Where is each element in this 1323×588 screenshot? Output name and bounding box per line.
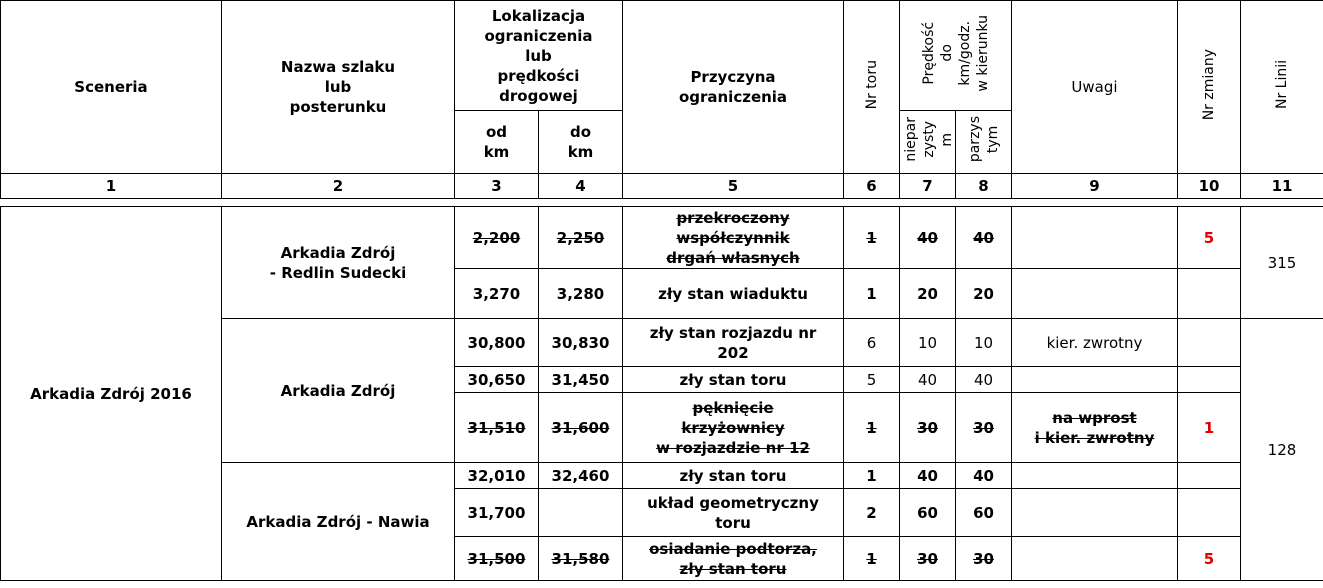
header-from-km: od km — [455, 111, 539, 174]
speed-even: 40 — [956, 207, 1012, 269]
header-even: parzys tym — [956, 111, 1012, 174]
notes — [1012, 207, 1178, 269]
col-number: 6 — [844, 174, 900, 199]
header-speed: Prędkość do km/godz. w kierunku — [900, 1, 1012, 111]
from-km: 30,800 — [455, 319, 539, 367]
header-odd: niepar zysty m — [900, 111, 956, 174]
change-no — [1178, 489, 1241, 537]
reason: zły stan wiaduktu — [623, 269, 844, 319]
route-name: Arkadia Zdrój — [222, 319, 455, 463]
notes — [1012, 489, 1178, 537]
track-no: 5 — [844, 367, 900, 393]
scenery-cell: Arkadia Zdrój 2016 — [1, 207, 222, 581]
col-number: 9 — [1012, 174, 1178, 199]
to-km: 2,250 — [539, 207, 623, 269]
to-km: 3,280 — [539, 269, 623, 319]
col-number: 7 — [900, 174, 956, 199]
notes: kier. zwrotny — [1012, 319, 1178, 367]
reason: pęknięcie krzyżownicy w rozjazdzie nr 12 — [623, 393, 844, 463]
to-km: 31,580 — [539, 537, 623, 581]
speed-odd: 30 — [900, 393, 956, 463]
speed-even: 20 — [956, 269, 1012, 319]
change-no — [1178, 463, 1241, 489]
col-number: 10 — [1178, 174, 1241, 199]
from-km: 31,700 — [455, 489, 539, 537]
route-name: Arkadia Zdrój - Redlin Sudecki — [222, 207, 455, 319]
change-no: 1 — [1178, 393, 1241, 463]
header-line-no: Nr Linii — [1241, 1, 1323, 174]
speed-even: 10 — [956, 319, 1012, 367]
from-km: 31,510 — [455, 393, 539, 463]
header-track-no: Nr toru — [844, 1, 900, 174]
track-no: 1 — [844, 537, 900, 581]
speed-odd: 60 — [900, 489, 956, 537]
col-number: 4 — [539, 174, 623, 199]
speed-odd: 40 — [900, 207, 956, 269]
reason: zły stan toru — [623, 463, 844, 489]
col-number: 11 — [1241, 174, 1323, 199]
track-no: 6 — [844, 319, 900, 367]
speed-odd: 40 — [900, 463, 956, 489]
notes — [1012, 463, 1178, 489]
reason: zły stan toru — [623, 367, 844, 393]
line-no: 315 — [1241, 207, 1323, 319]
restrictions-table — [0, 206, 1323, 581]
route-name: Arkadia Zdrój - Nawia — [222, 463, 455, 581]
change-no: 5 — [1178, 537, 1241, 581]
notes — [1012, 537, 1178, 581]
speed-odd: 20 — [900, 269, 956, 319]
track-no: 1 — [844, 269, 900, 319]
from-km: 31,500 — [455, 537, 539, 581]
from-km: 30,650 — [455, 367, 539, 393]
header-reason: Przyczyna ograniczenia — [623, 1, 844, 174]
track-no: 2 — [844, 489, 900, 537]
col-number: 2 — [222, 174, 455, 199]
to-km — [539, 489, 623, 537]
change-no: 5 — [1178, 207, 1241, 269]
reason: osiadanie podtorza, zły stan toru — [623, 537, 844, 581]
header-table — [0, 0, 1323, 199]
speed-even: 40 — [956, 367, 1012, 393]
speed-odd: 40 — [900, 367, 956, 393]
reason: zły stan rozjazdu nr 202 — [623, 319, 844, 367]
to-km: 31,600 — [539, 393, 623, 463]
notes — [1012, 367, 1178, 393]
from-km: 2,200 — [455, 207, 539, 269]
speed-odd: 10 — [900, 319, 956, 367]
col-number: 8 — [956, 174, 1012, 199]
to-km: 31,450 — [539, 367, 623, 393]
speed-odd: 30 — [900, 537, 956, 581]
speed-even: 40 — [956, 463, 1012, 489]
track-no: 1 — [844, 393, 900, 463]
notes — [1012, 269, 1178, 319]
change-no — [1178, 367, 1241, 393]
header-location: Lokalizacja ograniczenia lub prędkości drogowej — [455, 1, 623, 111]
from-km: 3,270 — [455, 269, 539, 319]
to-km: 30,830 — [539, 319, 623, 367]
track-no: 1 — [844, 207, 900, 269]
header-sceneria: Sceneria — [1, 1, 222, 174]
to-km: 32,460 — [539, 463, 623, 489]
col-number: 5 — [623, 174, 844, 199]
reason: przekroczony współczynnik drgań własnych — [623, 207, 844, 269]
col-number: 1 — [1, 174, 222, 199]
from-km: 32,010 — [455, 463, 539, 489]
reason: układ geometryczny toru — [623, 489, 844, 537]
line-no: 128 — [1241, 319, 1323, 581]
track-no: 1 — [844, 463, 900, 489]
header-change-no: Nr zmiany — [1178, 1, 1241, 174]
speed-even: 30 — [956, 537, 1012, 581]
change-no — [1178, 319, 1241, 367]
speed-even: 30 — [956, 393, 1012, 463]
speed-even: 60 — [956, 489, 1012, 537]
header-to-km: do km — [539, 111, 623, 174]
header-notes: Uwagi — [1012, 1, 1178, 174]
table-row — [1, 207, 1323, 269]
notes: na wprost i kier. zwrotny — [1012, 393, 1178, 463]
change-no — [1178, 269, 1241, 319]
col-number: 3 — [455, 174, 539, 199]
header-route-name: Nazwa szlaku lub posterunku — [222, 1, 455, 174]
